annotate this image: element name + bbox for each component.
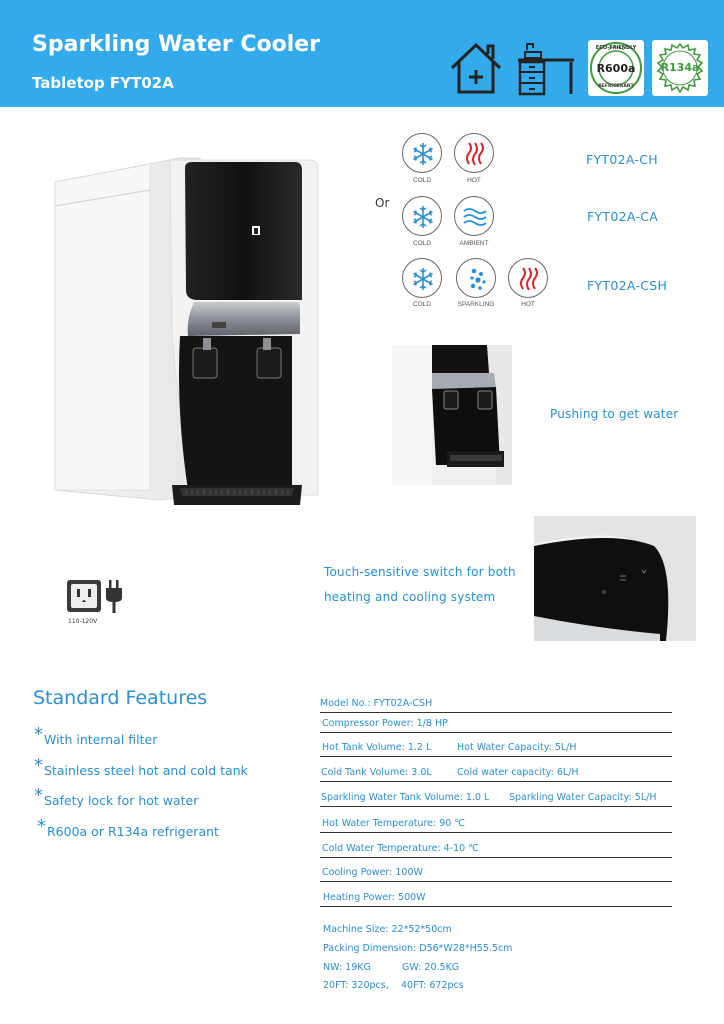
asterisk-icon: *	[34, 755, 43, 776]
hot-icon	[508, 258, 548, 298]
or-label: Or	[375, 196, 390, 210]
badge-top-text: ECO-FRIENDLY	[595, 45, 637, 51]
header-banner	[0, 0, 724, 107]
spec-sparkling-capacity: Sparkling Water Capacity: 5L/H	[509, 792, 657, 803]
snowflake-icon	[402, 133, 442, 173]
asterisk-icon: *	[34, 785, 43, 806]
spec-cooling-power: Cooling Power: 100W	[322, 867, 423, 878]
page-subtitle: Tabletop FYT02A	[32, 74, 174, 92]
spec-row	[320, 697, 672, 713]
ambient-icon	[454, 196, 494, 236]
push-caption: Pushing to get water	[550, 407, 679, 421]
feature-item: *Stainless steel hot and cold tank	[34, 755, 248, 778]
spec-row	[320, 891, 672, 907]
voltage-label: 110-120V	[68, 618, 98, 625]
model-tag-ca: FYT02A-CA	[587, 209, 659, 224]
icon-label: AMBIENT	[459, 240, 489, 247]
spec-compressor: Compressor Power: 1/8 HP	[322, 718, 448, 729]
spec-heating-power: Heating Power: 500W	[323, 892, 426, 903]
page-title: Sparkling Water Cooler	[32, 32, 321, 57]
icon-label: COLD	[412, 301, 432, 308]
dispenser-closeup-image	[392, 345, 512, 485]
badge-r134a-text: R134a	[660, 61, 700, 74]
spec-machine-size: Machine Size: 22*52*50cm	[323, 924, 452, 935]
icon-label: COLD	[412, 240, 432, 247]
spec-hot-tank: Hot Tank Volume: 1.2 L	[322, 742, 432, 753]
badge-center-text: R600a	[596, 62, 636, 75]
spec-row	[320, 741, 672, 757]
touch-caption-line1: Touch-sensitive switch for both	[324, 565, 516, 579]
touch-switch-closeup-image	[534, 516, 696, 641]
spec-20ft: 20FT: 320pcs,	[323, 980, 389, 991]
icon-label: HOT	[521, 301, 535, 308]
icon-label: COLD	[412, 177, 432, 184]
icon-label: SPARKLING	[457, 301, 495, 308]
spec-cold-tank: Cold Tank Volume: 3.0L	[321, 767, 432, 778]
spec-model: Model No.: FYT02A-CSH	[320, 698, 433, 709]
spec-hot-temp: Hot Water Temperature: 90 ℃	[322, 818, 465, 829]
spec-row	[320, 766, 672, 782]
snowflake-icon	[402, 196, 442, 236]
desk-icon	[515, 40, 577, 96]
snowflake-icon	[402, 258, 442, 298]
spec-sparkling-tank: Sparkling Water Tank Volume: 1.0 L	[321, 792, 490, 803]
power-outlet-icon	[66, 578, 126, 614]
water-cooler-product-image	[0, 150, 360, 540]
hot-icon	[454, 133, 494, 173]
icon-label: HOT	[467, 177, 481, 184]
feature-item: *Safety lock for hot water	[34, 785, 199, 808]
model-tag-csh: FYT02A-CSH	[587, 278, 668, 293]
model-tag-ch: FYT02A-CH	[586, 152, 658, 167]
spec-packing: Packing Dimension: D56*W28*H55.5cm	[323, 943, 513, 954]
feature-item: *With internal filter	[34, 724, 158, 747]
spec-hot-capacity: Hot Water Capacity: 5L/H	[457, 742, 577, 753]
sparkling-icon	[456, 258, 496, 298]
spec-row	[320, 791, 672, 807]
badge-bottom-text: REFRIGERANT	[598, 84, 634, 89]
touch-caption-line2: heating and cooling system	[324, 590, 496, 604]
spec-gw: GW: 20.5KG	[402, 962, 460, 973]
asterisk-icon: *	[37, 816, 46, 837]
r134a-badge	[652, 40, 708, 96]
spec-nw: NW: 19KG	[323, 962, 371, 973]
spec-container	[323, 980, 623, 994]
feature-item: *R600a or R134a refrigerant	[37, 816, 219, 839]
eco-friendly-badge	[588, 40, 644, 96]
spec-row	[320, 717, 672, 733]
spec-row	[320, 842, 672, 858]
spec-row	[320, 866, 672, 882]
standard-features-title: Standard Features	[33, 687, 208, 709]
spec-weights	[323, 962, 623, 976]
asterisk-icon: *	[34, 724, 43, 745]
spec-cold-capacity: Cold water capacity: 6L/H	[457, 767, 579, 778]
spec-40ft: 40FT: 672pcs	[401, 980, 464, 991]
home-icon	[448, 40, 504, 96]
spec-cold-temp: Cold Water Temperature: 4-10 ℃	[322, 843, 479, 854]
spec-row	[320, 817, 672, 833]
